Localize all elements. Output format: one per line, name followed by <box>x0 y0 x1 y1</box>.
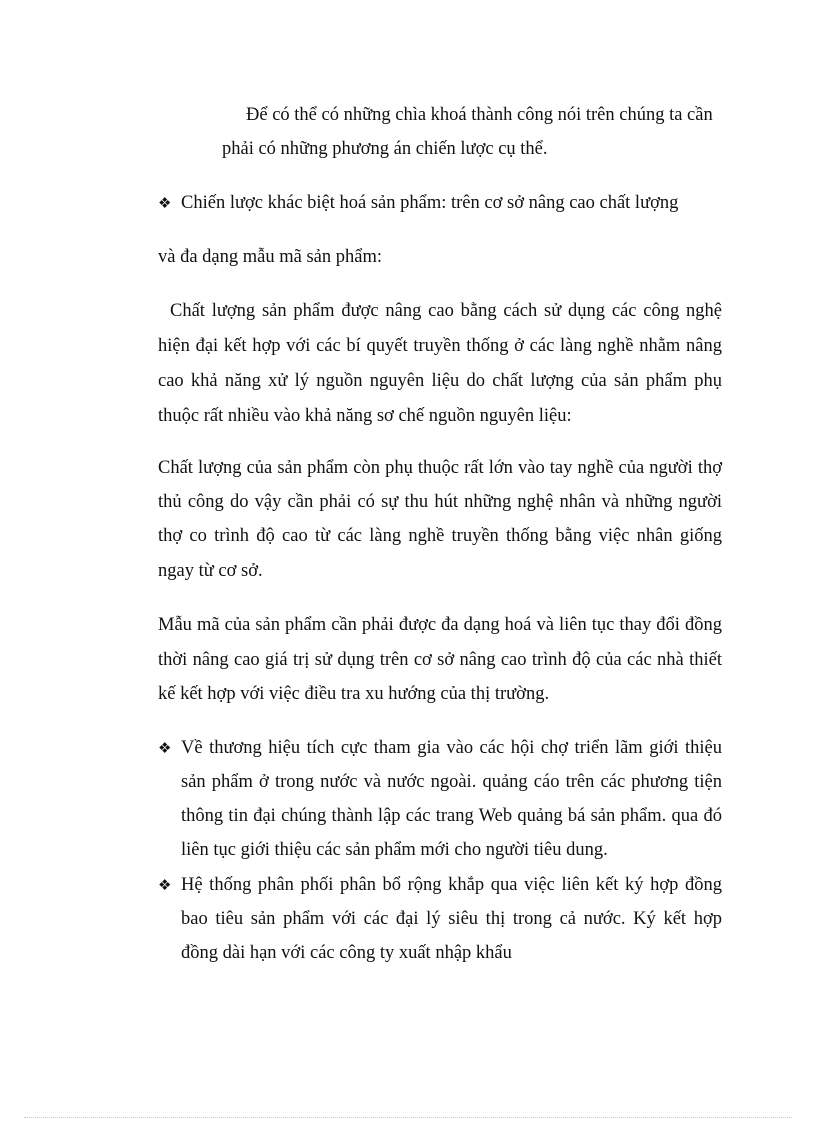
design-line-3: kế kết hợp với việc điều tra xu hướng của thị trường. <box>158 684 550 704</box>
distribution-line-3: đồng dài hạn với các công ty xuất nhập khẩu <box>181 943 512 963</box>
quality-skill-line-3: thợ co trình độ cao từ các làng nghề truyền thống bằng việc nhân giống <box>158 526 722 546</box>
page-bottom-divider <box>24 1117 792 1118</box>
diamond-bullet-icon: ❖ <box>158 876 172 894</box>
brand-line-4: liên tục giới thiệu các sản phẩm mới cho người tiêu dung. <box>181 840 608 860</box>
quality-tech-line-2: hiện đại kết hợp với các bí quyết truyền thống ở các làng nghề nhằm nâng <box>158 336 722 356</box>
quality-skill-line-1: Chất lượng của sản phẩm còn phụ thuộc rất lớn vào tay nghề của người thợ <box>158 458 722 478</box>
brand-line-1: Về thương hiệu tích cực tham gia vào các hội chợ triển lãm giới thiệu <box>181 738 722 758</box>
strategy-product-line-2: và đa dạng mẫu mã sản phẩm: <box>158 247 382 267</box>
strategy-product-line-1: Chiến lược khác biệt hoá sản phẩm: trên cơ sở nâng cao chất lượng <box>181 193 679 213</box>
quality-tech-line-1: Chất lượng sản phẩm được nâng cao bằng cách sử dụng các công nghệ <box>170 301 722 321</box>
intro-line-2: phải có những phương án chiến lược cụ thể. <box>222 139 548 159</box>
distribution-line-1: Hệ thống phân phối phân bổ rộng khắp qua việc liên kết ký hợp đồng <box>181 875 722 895</box>
design-line-2: thời nâng cao giá trị sử dụng trên cơ sở nâng cao trình độ của các nhà thiết <box>158 650 722 670</box>
quality-tech-line-3: cao khả năng xử lý nguồn nguyên liệu do chất lượng của sản phẩm phụ <box>158 371 722 391</box>
quality-skill-line-2: thủ công do vậy cần phải có sự thu hút những nghệ nhân và những người <box>158 492 722 512</box>
brand-line-2: sản phẩm ở trong nước và nước ngoài. quảng cáo trên các phương tiện <box>181 772 722 792</box>
distribution-line-2: bao tiêu sản phẩm với các đại lý siêu thị trong cả nước. Ký kết hợp <box>181 909 722 929</box>
quality-skill-line-4: ngay từ cơ sở. <box>158 561 263 581</box>
brand-line-3: thông tin đại chúng thành lập các trang Web quảng bá sản phẩm. qua đó <box>181 806 722 826</box>
diamond-bullet-icon: ❖ <box>158 194 172 212</box>
design-line-1: Mẫu mã của sản phẩm cần phải được đa dạng hoá và liên tục thay đổi đồng <box>158 615 722 635</box>
intro-line-1: Để có thể có những chìa khoá thành công nói trên chúng ta cần <box>246 105 713 125</box>
quality-tech-line-4: thuộc rất nhiều vào khả năng sơ chế nguồn nguyên liệu: <box>158 406 572 426</box>
diamond-bullet-icon: ❖ <box>158 739 172 757</box>
